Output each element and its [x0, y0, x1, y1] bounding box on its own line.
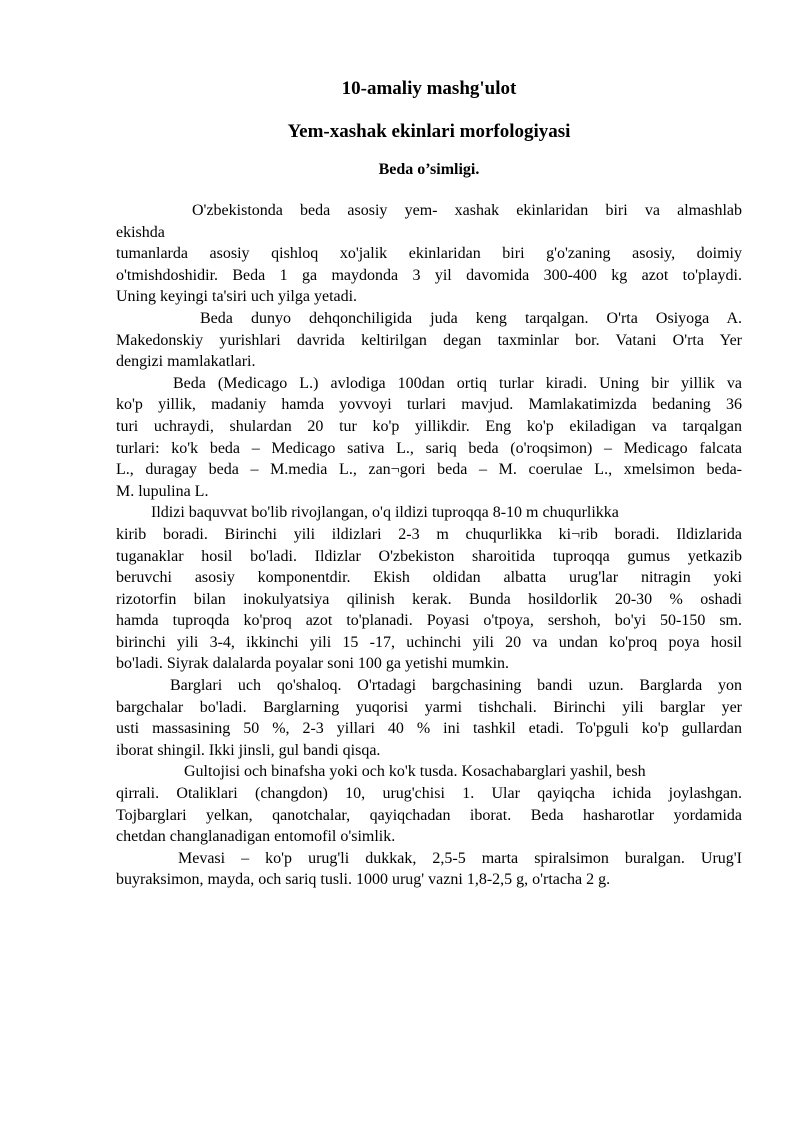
text-line: O'zbekistonda beda asosiy yem- xashak ekinlaridan biri va almashlab — [192, 202, 742, 219]
text-line: usti massasining 50 %, 2-3 yillari 40 % ini tashkil etadi. To'pguli ko'p gullardan — [116, 720, 742, 738]
text-line: ko'p yillik, madaniy hamda yovvoyi turlari mavjud. Mamlakatimizda bedaning 36 — [116, 396, 742, 414]
text-line: buyraksimon, mayda, och sariq tusli. 1000 urug' vazni 1,8-2,5 g, o'rtacha 2 g. — [116, 871, 611, 889]
text-line: rizotorfin bilan inokulyatsiya qilinish kerak. Bunda hosildorlik 20-30 % oshadi — [116, 590, 742, 608]
text-line: tumanlarda asosiy qishloq xo'jalik ekinlaridan biri g'o'zaning asosiy, doimiy — [116, 245, 742, 263]
text-line: Makedonskiy yurishlari davrida keltirilgan degan taxminlar bor. Vatani O'rta Yer — [116, 331, 742, 349]
text-line: birinchi yili 3-4, ikkinchi yili 15 -17, uchinchi yili 20 va undan ko'proq poya hosil — [116, 633, 742, 651]
text-line: o'tmishdoshidir. Beda 1 ga maydonda 3 yil davomida 300-400 kg azot to'playdi. — [116, 266, 742, 284]
text-line: Ildizi baquvvat bo'lib rivojlangan, o'q ildizi tuproqqa 8-10 m chuqurlikka — [151, 504, 619, 522]
text-line: qirrali. Otaliklari (changdon) 10, urug'chisi 1. Ular qayiqcha ichida joylashgan. — [116, 785, 742, 803]
text-line: turi uchraydi, shulardan 20 tur ko'p yillikdir. Eng ko'p ekiladigan va tarqalgan — [116, 417, 742, 435]
section-heading: Beda o’simligi. — [378, 161, 480, 178]
text-line: dengizi mamlakatlari. — [116, 353, 256, 371]
text-line: L., duragay beda – M.media L., zan¬gori beda – M. coerulae L., xmelsimon beda- — [116, 461, 742, 479]
text-line: iborat shingil. Ikki jinsli, gul bandi qisqa. — [116, 741, 381, 759]
text-line: bargchalar bo'ladi. Barglarning yuqorisi yarmi tishchali. Birinchi yili barglar yer — [116, 698, 742, 716]
text-line: kirib boradi. Birinchi yili ildizlari 2-3 m chuqurlikka ki¬rib boradi. Ildizlarida — [116, 525, 742, 543]
text-line: Gultojisi och binafsha yoki och ko'k tusda. Kosachabarglari yashil, besh — [184, 763, 646, 781]
text-line: bo'ladi. Siyrak dalalarda poyalar soni 100 ga yetishi mumkin. — [116, 655, 510, 673]
text-line: Mevasi – ko'p urug'li dukkak, 2,5-5 marta spiralsimon buralgan. Urug'I — [178, 849, 742, 867]
text-line: chetdan changlanadigan entomofil o'simlik. — [116, 828, 396, 846]
text-line: tuganaklar hosil bo'ladi. Ildizlar O'zbekiston sharoitida tuproqqa gumus yetkazib — [116, 547, 742, 565]
text-line: Tojbarglari yelkan, qanotchalar, qayiqchadan iborat. Beda hasharotlar yordamida — [116, 806, 742, 824]
text-line: Uning keyingi ta'siri uch yilga yetadi. — [116, 288, 358, 306]
text-line: M. lupulina L. — [116, 482, 209, 500]
text-line: Barglari uch qo'shaloq. O'rtadagi bargchasining bandi uzun. Barglarda yon — [170, 677, 742, 695]
document-title: 10-amaliy mashg'ulot — [341, 78, 517, 99]
text-line: beruvchi asosiy komponentdir. Ekish oldidan albatta urug'lar nitragin yoki — [116, 569, 742, 587]
text-line: hamda tuproqda ko'proq azot to'planadi. Poyasi o'tpoya, sershoh, bo'yi 50-150 sm. — [116, 612, 742, 630]
text-line: Beda dunyo dehqonchiligida juda keng tarqalgan. O'rta Osiyoga A. — [200, 309, 742, 327]
text-line: ekishda — [116, 223, 165, 241]
text-line: turlari: ko'k beda – Medicago sativa L., sariq beda (o'roqsimon) – Medicago falcata — [116, 439, 742, 457]
text-line: Beda (Medicago L.) avlodiga 100dan ortiq turlar kiradi. Uning bir yillik va — [173, 374, 742, 392]
document-subtitle: Yem-xashak ekinlari morfologiyasi — [287, 121, 571, 142]
document-body — [116, 200, 742, 891]
